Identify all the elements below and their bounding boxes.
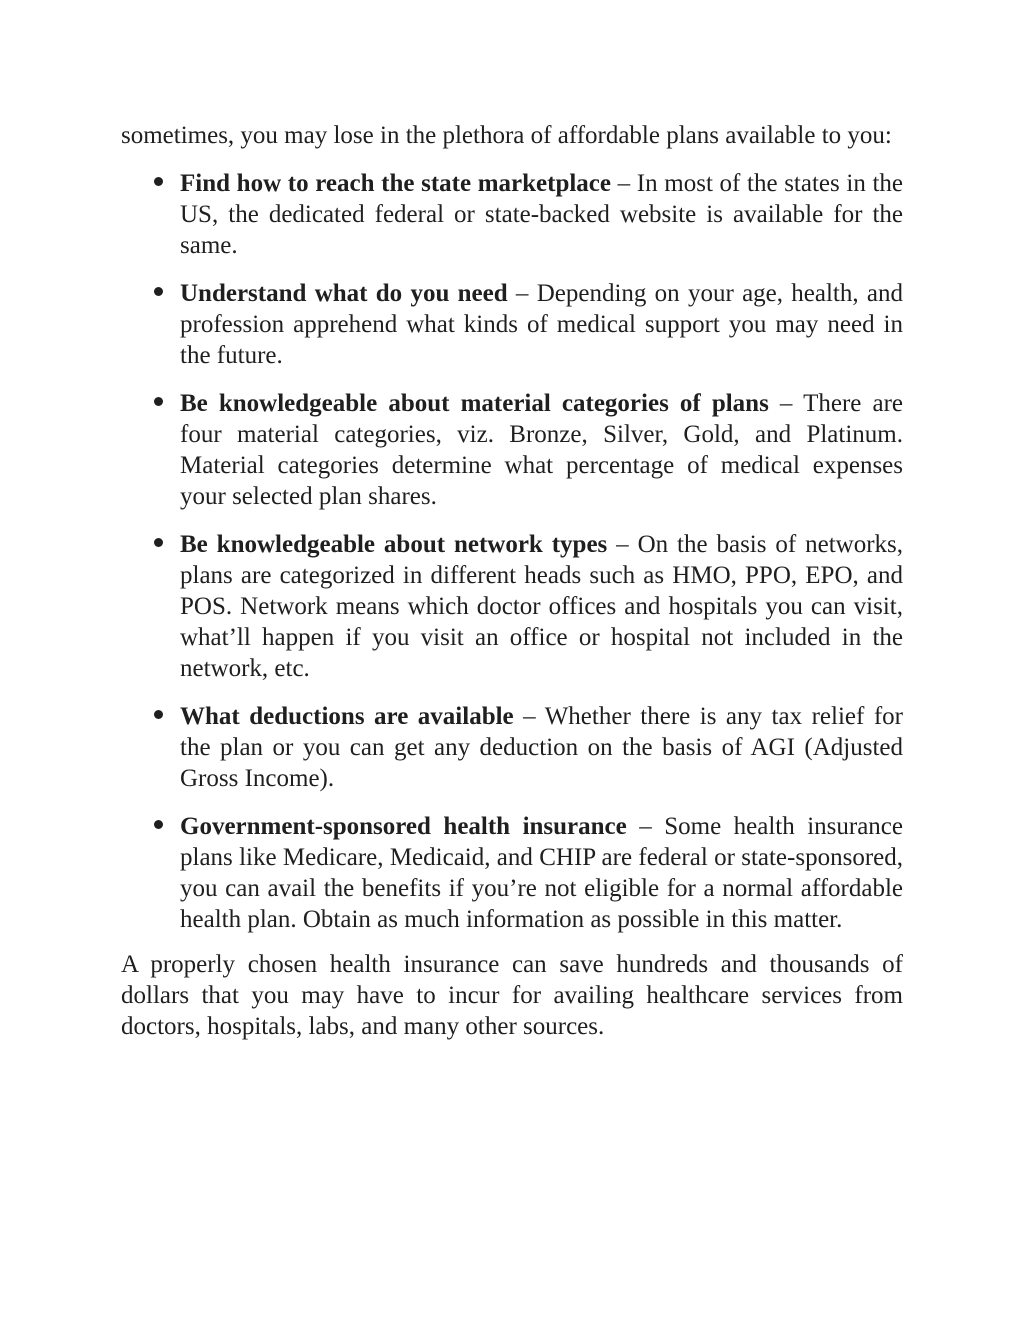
item-text: – In most of the states in the US, the dedicated federal or state-backed website is available for the same.	[180, 170, 904, 259]
list-item	[121, 701, 903, 794]
bullet-icon	[154, 177, 163, 186]
bullet-icon	[154, 287, 163, 296]
item-title: Be knowledgeable about material categories of plans	[180, 390, 769, 417]
item-title: Understand what do you need	[180, 280, 508, 307]
bullet-icon	[154, 710, 163, 719]
tips-list	[121, 168, 903, 935]
item-text: – Whether there is any tax relief for the plan or you can get any deduction on the basis of AGI (Adjusted Gross Income).	[180, 703, 903, 792]
list-item	[121, 811, 903, 935]
item-title: What deductions are available	[180, 703, 514, 730]
item-title: Government-sponsored health insurance	[180, 813, 627, 840]
item-text: – On the basis of networks, plans are categorized in different heads such as HMO, PPO, EPO, and POS. Network means which doctor offices and hospitals you can visit, what’ll happen if you visit an office or hospital not included in the network, etc.	[180, 531, 903, 682]
bullet-icon	[154, 538, 163, 547]
list-item	[121, 168, 903, 261]
item-text: – Depending on your age, health, and profession apprehend what kinds of medical support you may need in the future.	[180, 280, 903, 369]
list-item	[121, 529, 903, 684]
item-text: – There are four material categories, viz. Bronze, Silver, Gold, and Platinum. Material categories determine what percentage of medical expenses your selected plan shares.	[180, 390, 904, 510]
item-title: Be knowledgeable about network types	[180, 531, 608, 558]
item-text: – Some health insurance plans like Medicare, Medicaid, and CHIP are federal or state-sponsored, you can avail the benefits if you’re not eligible for a normal affordable health plan. Obtain as much information as possible in this matter.	[180, 813, 903, 933]
closing-paragraph: A properly chosen health insurance can save hundreds and thousands of dollars that you may have to incur for availing healthcare services from doctors, hospitals, labs, and many other sources.	[121, 951, 903, 1040]
list-item	[121, 388, 903, 512]
item-title: Find how to reach the state marketplace	[180, 170, 612, 197]
list-item	[121, 278, 903, 371]
bullet-icon	[154, 820, 163, 829]
document-page	[121, 120, 903, 1042]
bullet-icon	[154, 397, 163, 406]
intro-paragraph: sometimes, you may lose in the plethora of affordable plans available to you:	[121, 122, 892, 149]
